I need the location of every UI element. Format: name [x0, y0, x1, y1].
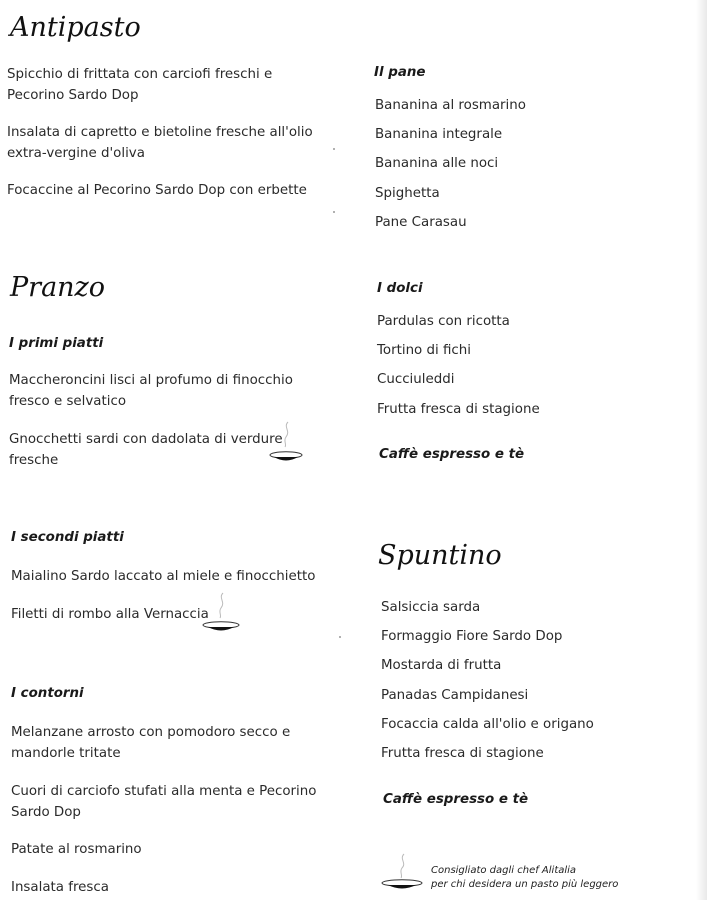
steaming-dish-icon	[268, 418, 304, 466]
legend-note	[431, 864, 618, 892]
menu-item: Bananina alle noci	[375, 156, 499, 171]
menu-item: Focaccia calda all'olio e origano	[381, 717, 594, 732]
menu-item: Cucciuleddi	[377, 372, 455, 387]
steaming-dish-icon	[380, 852, 424, 894]
subsection-pane: Il pane	[374, 65, 426, 80]
legend-note-line: per chi desidera un pasto più leggero	[431, 879, 619, 890]
menu-item: Mostarda di frutta	[381, 658, 502, 673]
menu-item: Spicchio di frittata con carciofi freschi e Pecorino Sardo Dop	[7, 67, 273, 103]
menu-item: Insalata fresca	[11, 880, 109, 895]
fold-mark	[339, 636, 341, 638]
subsection-primi-piatti: I primi piatti	[9, 336, 104, 351]
subsection-secondi-piatti: I secondi piatti	[11, 530, 124, 545]
menu-item: Patate al rosmarino	[11, 842, 142, 857]
section-title-pranzo: Pranzo	[10, 272, 106, 303]
menu-item: Cuori di carciofo stufati alla menta e Pecorino Sardo Dop	[11, 784, 317, 820]
menu-item: Maccheroncini lisci al profumo di finocchio fresco e selvatico	[9, 373, 293, 409]
menu-item: Bananina al rosmarino	[375, 98, 526, 113]
steaming-dish-icon	[201, 590, 241, 636]
section-title-spuntino: Spuntino	[378, 540, 502, 571]
page-edge-shadow	[696, 0, 707, 900]
menu-item: Bananina integrale	[375, 127, 503, 142]
fold-mark	[333, 211, 335, 213]
menu-item: Pardulas con ricotta	[377, 314, 510, 329]
menu-item: Formaggio Fiore Sardo Dop	[381, 629, 563, 644]
menu-item: Pane Carasau	[375, 215, 467, 230]
fold-mark	[333, 148, 335, 150]
menu-item: Focaccine al Pecorino Sardo Dop con erbette	[7, 183, 307, 198]
menu-item: Frutta fresca di stagione	[381, 746, 544, 761]
subsection-dolci: I dolci	[377, 281, 423, 296]
subsection-contorni: I contorni	[11, 686, 84, 701]
section-title-antipasto: Antipasto	[10, 12, 141, 43]
menu-item: Gnocchetti sardi con dadolata di verdure fresche	[9, 432, 283, 468]
legend-note-line: Consigliato dagli chef Alitalia	[431, 865, 577, 876]
menu-item: Panadas Campidanesi	[381, 688, 529, 703]
menu-item: Spighetta	[375, 186, 440, 201]
closing-coffee: Caffè espresso e tè	[379, 447, 525, 462]
menu-item: Tortino di fichi	[377, 343, 471, 358]
menu-item: Frutta fresca di stagione	[377, 402, 540, 417]
menu-item: Salsiccia sarda	[381, 600, 481, 615]
menu-item: Insalata di capretto e bietoline fresche all'olio extra-vergine d'oliva	[7, 125, 313, 161]
menu-item: Melanzane arrosto con pomodoro secco e mandorle tritate	[11, 725, 291, 761]
closing-coffee: Caffè espresso e tè	[383, 792, 529, 807]
menu-item: Filetti di rombo alla Vernaccia	[11, 607, 209, 622]
menu-item: Maialino Sardo laccato al miele e finocchietto	[11, 569, 316, 584]
